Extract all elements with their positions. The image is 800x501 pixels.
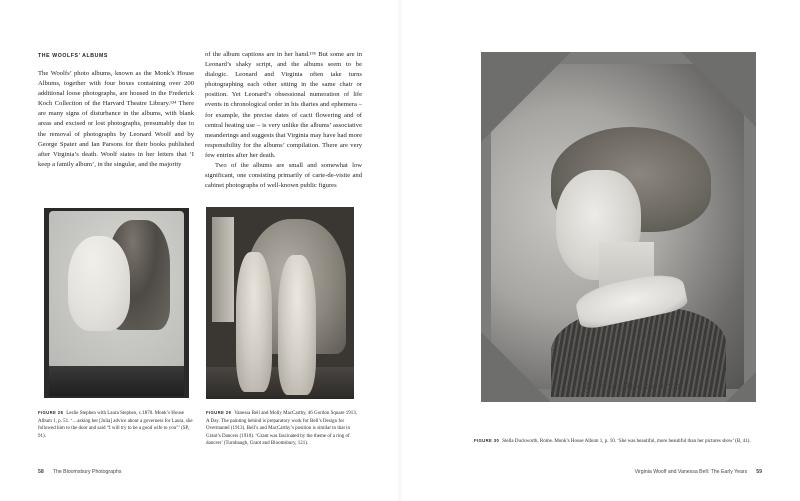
- photo-signature: Stella Duckworth: [586, 382, 682, 392]
- photo-figure-29: [206, 207, 354, 399]
- body-column-2: [205, 50, 362, 191]
- paragraph: Two of the albums are small and somewhat low significant, one consisting primarily of carte-de-visite and cabinet photographs of well-known public figures: [205, 162, 362, 190]
- running-head: The Bloomsbury Photographs: [52, 469, 122, 475]
- figure-caption-30: [474, 437, 774, 446]
- photo-figure-30: [481, 52, 756, 402]
- paragraph: of the album captions are in her hand.¹³⁵ But some are in Leonard’s shaky script, and the albums seem to be dialogic. Leonard and Virginia often take turns photographing each other sitting in the same chair or position. Yet Leonard’s obsessional numeration of life events in chronological order in his diaries and ephemera – for example, the precise dates of cacti flowering and of central heating use – is very unlike the albums’ associative meanderings and suggests that Virginia may have had more responsibility for the albums’ compilation. There are very few entries after her death.: [205, 51, 362, 159]
- caption-text: Stella Duckworth, Rome. Monk’s House Album 1, p. 10. ‘She was beautiful, more beautiful than her pictures show’ (B, 41).: [502, 439, 751, 444]
- photo-figure-28: [44, 208, 189, 398]
- running-head: Virginia Woolf and Vanessa Bell: The Early Years: [634, 469, 748, 475]
- page-number: 59: [756, 469, 762, 475]
- photo-window: [212, 217, 234, 322]
- body-column-1: [38, 69, 194, 170]
- photo-subject-baby: [68, 236, 130, 331]
- footer-left: [38, 469, 121, 475]
- figure-caption-28: [38, 409, 194, 440]
- photo-figure-right: [278, 255, 316, 395]
- figure-label: FIGURE 28: [38, 410, 64, 415]
- figure-label: FIGURE 29: [206, 410, 232, 415]
- photo-torn-edge: [49, 366, 184, 396]
- caption-text: Vanessa Bell and Molly MacCarthy, 46 Gordon Square 1913, A Day. The painting behind is preparatory work for Bell’s Design for Overmantel (1913). Bell’s and MacCarthy’s position is similar to that in Grant’s Dancers (1910). ‘Grant was fascinated by the theme of a ring of dancers’ (Turnbaugh, Grant and Bloomsbury, 121).: [206, 411, 357, 447]
- figure-label: FIGURE 30: [474, 438, 500, 443]
- section-heading: THE WOOLFS’ ALBUMS: [38, 53, 108, 59]
- book-gutter: [397, 0, 403, 501]
- caption-text: Leslie Stephen with Laura Stephen, c.1870. Monk’s House Album 1, p. 51. ‘…asking her [Julia] advice about a governess for Laura, she followed him to the door and said “I will try to be a good wife to you”’ (SP, 91).: [38, 411, 193, 439]
- figure-caption-29: [206, 409, 361, 448]
- footer-right: [635, 469, 762, 475]
- page-number: 58: [38, 469, 44, 475]
- photo-figure-left: [236, 252, 272, 392]
- paragraph: The Woolfs’ photo albums, known as the Monk’s House Albums, together with four boxes containing over 200 additional loose photographs, are housed in the Frederick Koch Collection of the Harvard Theatre Library.¹³⁴ There are many signs of disturbance in the albums, with blank areas and excised or lost photographs, presumably due to the removal of photographs by Leonard Woolf and by George Spater and Ian Parsons for their books published after Virginia’s death. Woolf states in her letters that ‘I keep a family album’, in the singular, and the majority: [38, 70, 194, 168]
